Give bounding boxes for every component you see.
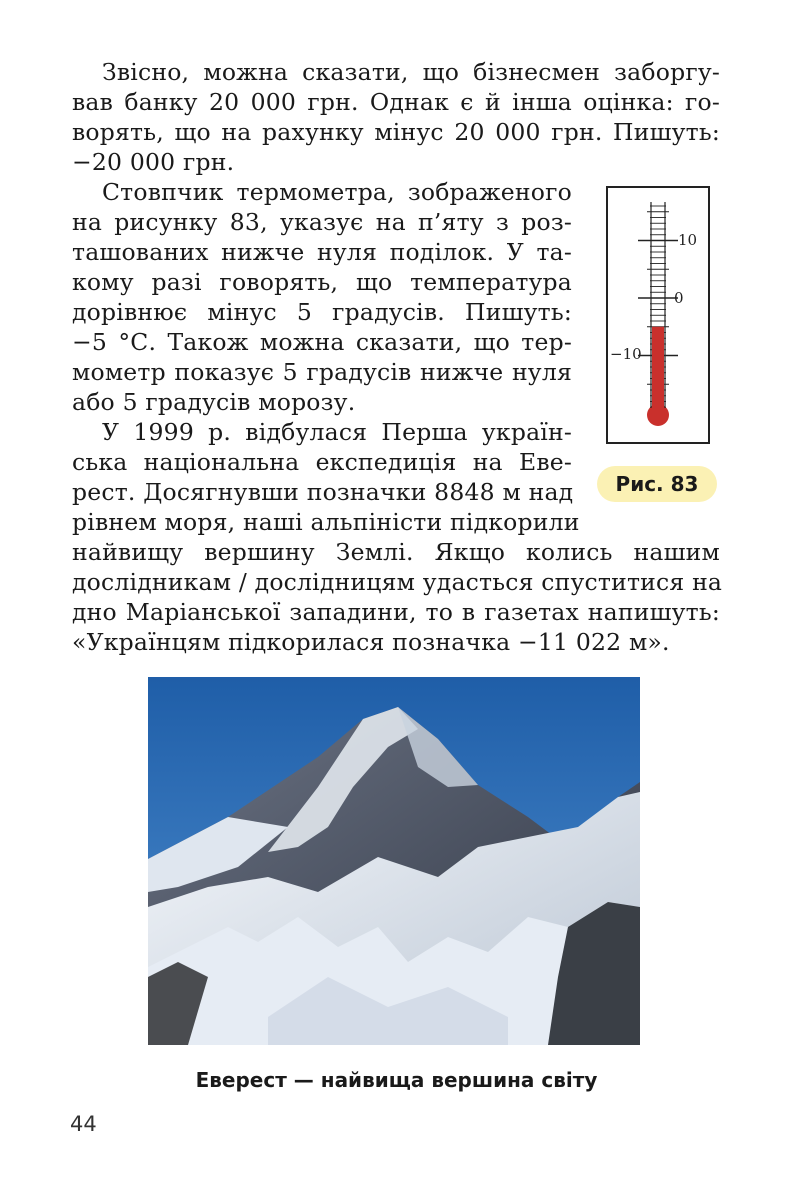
- text-line: найвищу вершину Землі. Якщо колись нашим: [72, 538, 720, 566]
- thermometer-fluid: [652, 327, 664, 410]
- text-line: рест. Досягнувши позначки 8848 м над: [72, 478, 574, 506]
- thermometer-bulb: [647, 404, 669, 426]
- text-line: ська національна експедиція на Еве-: [72, 448, 572, 476]
- figure-label: Рис. 83: [597, 466, 717, 502]
- text-line: рівнем моря, наші альпіністи підкорили: [72, 508, 580, 536]
- text-line: «Українцям підкорилася позначка −11 022 м».: [72, 628, 670, 656]
- text-line: мометр показує 5 градусів нижче нуля: [72, 358, 572, 386]
- text-line: кому разі говорять, що температура: [72, 268, 572, 296]
- everest-photo: [148, 677, 640, 1045]
- text-line: −5 °С. Також можна сказати, що тер-: [72, 328, 572, 356]
- text-line: на рисунку 83, указує на п’яту з роз-: [72, 208, 572, 236]
- text-line: Звісно, можна сказати, що бізнесмен заборгу-: [102, 58, 720, 86]
- page-number: 44: [70, 1112, 97, 1136]
- text-line: ташованих нижче нуля поділок. У та-: [72, 238, 572, 266]
- label-zero: 0: [674, 289, 684, 307]
- text-line: вав банку 20 000 грн. Однак є й інша оцінка: го-: [72, 88, 720, 116]
- text-line: −20 000 грн.: [72, 148, 235, 176]
- text-line: дослідникам / дослідницям удасться спуститися на: [72, 568, 723, 596]
- label-minus10: −10: [610, 345, 642, 363]
- thermometer-figure: [606, 186, 710, 444]
- text-line: дно Маріанської западини, то в газетах напишуть:: [72, 598, 720, 626]
- text-line: ворять, що на рахунку мінус 20 000 грн. Пишуть:: [72, 118, 720, 146]
- photo-caption: Еверест — найвища вершина світу: [195, 1068, 598, 1092]
- mountain-photo-icon: [148, 677, 640, 1045]
- text-line: Стовпчик термометра, зображеного: [102, 178, 572, 206]
- label-plus10: 10: [678, 231, 698, 249]
- text-line: дорівнює мінус 5 градусів. Пишуть:: [72, 298, 572, 326]
- text-line: У 1999 р. відбулася Перша україн-: [102, 418, 572, 446]
- text-line: або 5 градусів морозу.: [72, 388, 356, 416]
- thermometer-icon: [608, 188, 708, 442]
